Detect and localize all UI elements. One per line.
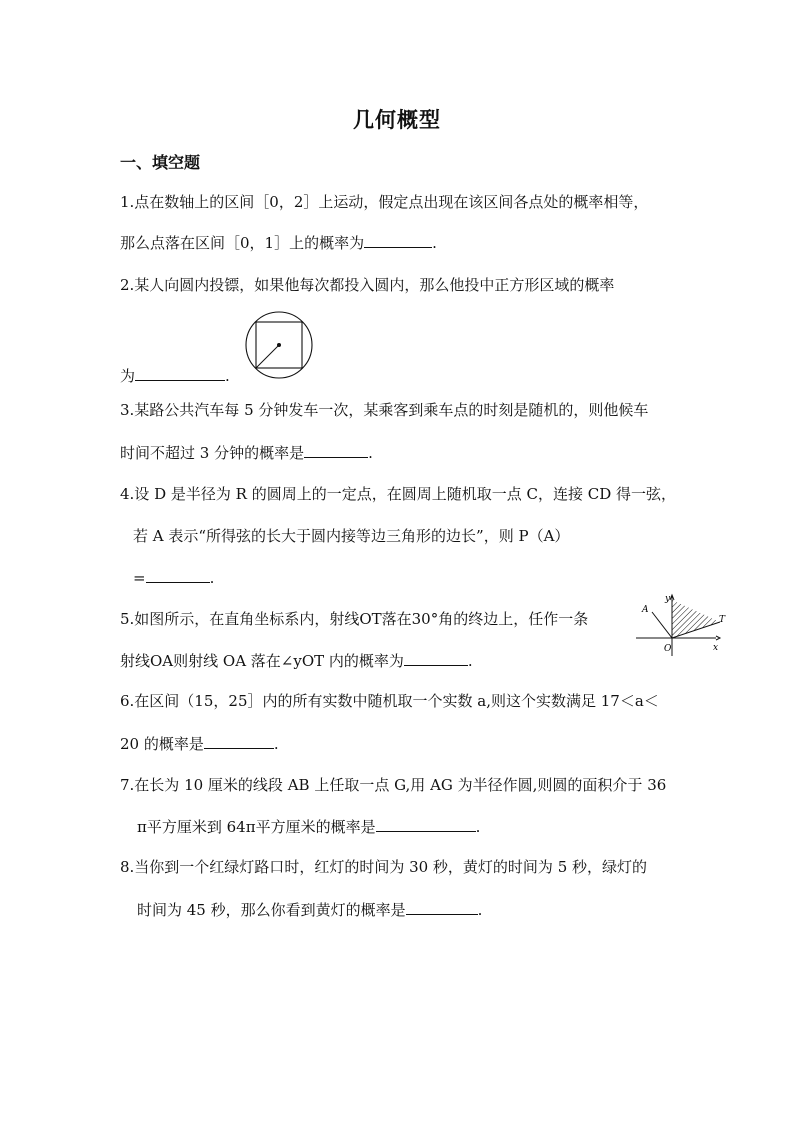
figure-radius: [256, 345, 279, 368]
q5-line2: [120, 650, 473, 671]
q2-line2: [120, 365, 230, 386]
q6-line2: [120, 733, 279, 754]
label-t: T: [719, 615, 726, 625]
page-title: 几何概型: [353, 107, 441, 132]
q1-text: 那么点落在区间［0，1］上的概率为: [120, 234, 365, 252]
q6-answer-blank: [204, 733, 274, 749]
q1-answer-blank: [364, 232, 432, 248]
label-a: A: [642, 605, 649, 615]
q8-period: .: [477, 901, 483, 919]
circle-square-figure: [243, 309, 315, 381]
q1-line1: 1.点在数轴上的区间［0，2］上运动，假定点出现在该区间各点处的概率相等，: [120, 193, 649, 211]
q4-line2: 若 A 表示“所得弦的长大于圆内接等边三角形的边长”，则 P（A）: [133, 527, 570, 545]
q5-text: 射线OA则射线 OA 落在∠yOT 内的概率为: [120, 652, 404, 670]
q5-answer-blank: [404, 650, 468, 666]
q7-line1: 7.在长为 10 厘米的线段 AB 上任取一点 G,用 AG 为半径作圆,则圆的面积介于 36: [120, 776, 667, 794]
figure-center: [277, 343, 281, 347]
q8-answer-blank: [406, 899, 478, 915]
q7-line2: [137, 816, 480, 837]
q6-period: .: [273, 735, 279, 753]
ray-oa: [652, 612, 672, 638]
q7-answer-blank: [376, 816, 476, 832]
q3-period: .: [368, 444, 373, 462]
q8-line2: [137, 899, 482, 920]
q8-text: 时间为 45 秒，那么你看到黄灯的概率是: [137, 901, 406, 919]
label-y: y: [665, 594, 671, 604]
q4-period: .: [209, 569, 215, 587]
q8-line1: 8.当你到一个红绿灯路口时，红灯的时间为 30 秒，黄灯的时间为 5 秒，绿灯的: [120, 858, 648, 876]
q7-text: π平方厘米到 64π平方厘米的概率是: [137, 818, 376, 836]
q1-period: .: [432, 234, 437, 252]
q4-line3: [133, 567, 214, 588]
q3-line1: 3.某路公共汽车每 5 分钟发车一次，某乘客到乘车点的时刻是随机的，则他候车: [120, 401, 649, 419]
q2-text: 为: [120, 367, 136, 385]
coordinate-figure: [636, 592, 728, 658]
q3-line2: [120, 442, 373, 463]
q5-line1: 5.如图所示，在直角坐标系内，射线OT落在30°角的终边上，任作一条: [120, 610, 589, 628]
q2-line1: 2.某人向圆内投镖，如果他每次都投入圆内，那么他投中正方形区域的概率: [120, 276, 615, 294]
q4-line1: 4.设 D 是半径为 R 的圆周上的一定点，在圆周上随机取一点 C，连接 CD 得一弦，: [120, 485, 676, 503]
label-x: x: [713, 643, 719, 653]
q3-text: 时间不超过 3 分钟的概率是: [120, 444, 305, 462]
x-axis-arrow: [716, 636, 720, 640]
q2-period: .: [225, 367, 230, 385]
q1-line2: [120, 232, 437, 253]
shaded-region: [672, 600, 720, 638]
label-o: O: [664, 644, 672, 654]
q6-line1: 6.在区间（15，25］内的所有实数中随机取一个实数 a,则这个实数满足 17＜a＜: [120, 692, 659, 710]
q5-period: .: [467, 652, 473, 670]
q4-text: =: [133, 569, 146, 587]
q3-answer-blank: [304, 442, 368, 458]
q6-text: 20 的概率是: [120, 735, 204, 753]
q4-answer-blank: [146, 567, 210, 583]
q2-answer-blank: [135, 365, 225, 381]
section-heading: 一、填空题: [120, 153, 201, 172]
q7-period: .: [475, 818, 481, 836]
